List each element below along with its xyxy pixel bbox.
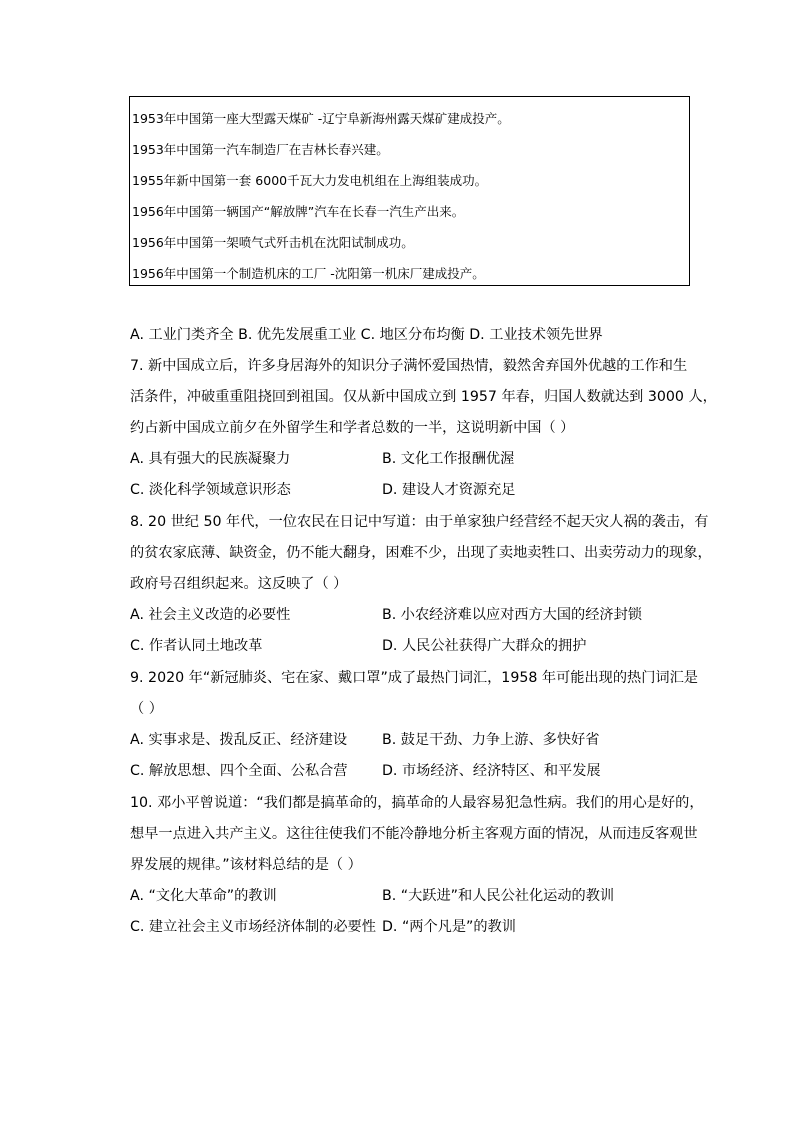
material-line: 1956年中国第一辆国产“解放牌”汽车在长春一汽生产出来。	[132, 204, 465, 219]
question-6-options: A. 工业门类齐全 B. 优先发展重工业 C. 地区分布均衡 D. 工业技术领先世界	[130, 327, 603, 343]
question-10-stem-line: 想早一点进入共产主义。这往往使我们不能冷静地分析主客观方面的情况，从而违反客观世	[130, 826, 698, 842]
question-9-option-d: D. 市场经济、经济特区、和平发展	[382, 763, 601, 779]
material-line: 1953年中国第一汽车制造厂在吉林长春兴建。	[132, 142, 389, 157]
question-8-stem-line: 8. 20 世纪 50 年代，一位农民在日记中写道：由于单家独户经营经不起天灾人祸的袭击，有	[130, 514, 709, 530]
question-9-option-b: B. 鼓足干劲、力争上游、多快好省	[382, 732, 600, 748]
question-10-option-b: B. “大跃进”和人民公社化运动的教训	[382, 888, 615, 904]
question-9-option-c: C. 解放思想、四个全面、公私合营	[130, 763, 348, 779]
material-box	[129, 96, 690, 286]
question-10-option-a: A. “文化大革命”的教训	[130, 888, 277, 904]
question-8-option-b: B. 小农经济难以应对西方大国的经济封锁	[382, 607, 642, 623]
question-10-option-c: C. 建立社会主义市场经济体制的必要性	[130, 919, 376, 935]
question-7-option-d: D. 建设人才资源充足	[382, 482, 516, 498]
question-8-option-d: D. 人民公社获得广大群众的拥护	[382, 638, 587, 654]
question-7-stem-line: 7. 新中国成立后，许多身居海外的知识分子满怀爱国热情，毅然舍弃国外优越的工作和生	[130, 358, 688, 374]
question-7-stem-line: 活条件，冲破重重阻挠回到祖国。仅从新中国成立到 1957 年春，归国人数就达到 3000 人，	[130, 389, 717, 405]
question-7-option-a: A. 具有强大的民族凝聚力	[130, 451, 291, 467]
question-9-stem-line: （ ）	[130, 701, 163, 717]
question-8-stem-line: 政府号召组织起来。这反映了（ ）	[130, 576, 348, 592]
question-8-option-c: C. 作者认同土地改革	[130, 638, 263, 654]
material-line: 1953年中国第一座大型露天煤矿 -辽宁阜新海州露天煤矿建成投产。	[132, 111, 510, 126]
question-9-stem-line: 9. 2020 年“新冠肺炎、宅在家、戴口罩”成了最热门词汇，1958 年可能出现的热门词汇是	[130, 670, 698, 686]
question-9-option-a: A. 实事求是、拨乱反正、经济建设	[130, 732, 348, 748]
question-10-stem-line: 10. 邓小平曾说道：“我们都是搞革命的，搞革命的人最容易犯急性病。我们的用心是好的，	[130, 795, 704, 811]
question-10-stem-line: 界发展的规律。”该材料总结的是（ ）	[130, 857, 362, 873]
question-7-stem-line: 约占新中国成立前夕在外留学生和学者总数的一半，这说明新中国（ ）	[130, 420, 575, 436]
material-line: 1955年新中国第一套 6000千瓦大力发电机组在上海组装成功。	[132, 173, 488, 188]
question-10-option-d: D. “两个凡是”的教训	[382, 919, 516, 935]
material-line: 1956年中国第一个制造机床的工厂 -沈阳第一机床厂建成投产。	[132, 266, 485, 281]
question-8-option-a: A. 社会主义改造的必要性	[130, 607, 291, 623]
question-7-option-c: C. 淡化科学领域意识形态	[130, 482, 291, 498]
question-7-option-b: B. 文化工作报酬优渥	[382, 451, 515, 467]
material-line: 1956年中国第一架喷气式歼击机在沈阳试制成功。	[132, 235, 414, 250]
question-8-stem-line: 的贫农家底薄、缺资金，仍不能大翻身，困难不少，出现了卖地卖牲口、出卖劳动力的现象，	[130, 545, 712, 561]
